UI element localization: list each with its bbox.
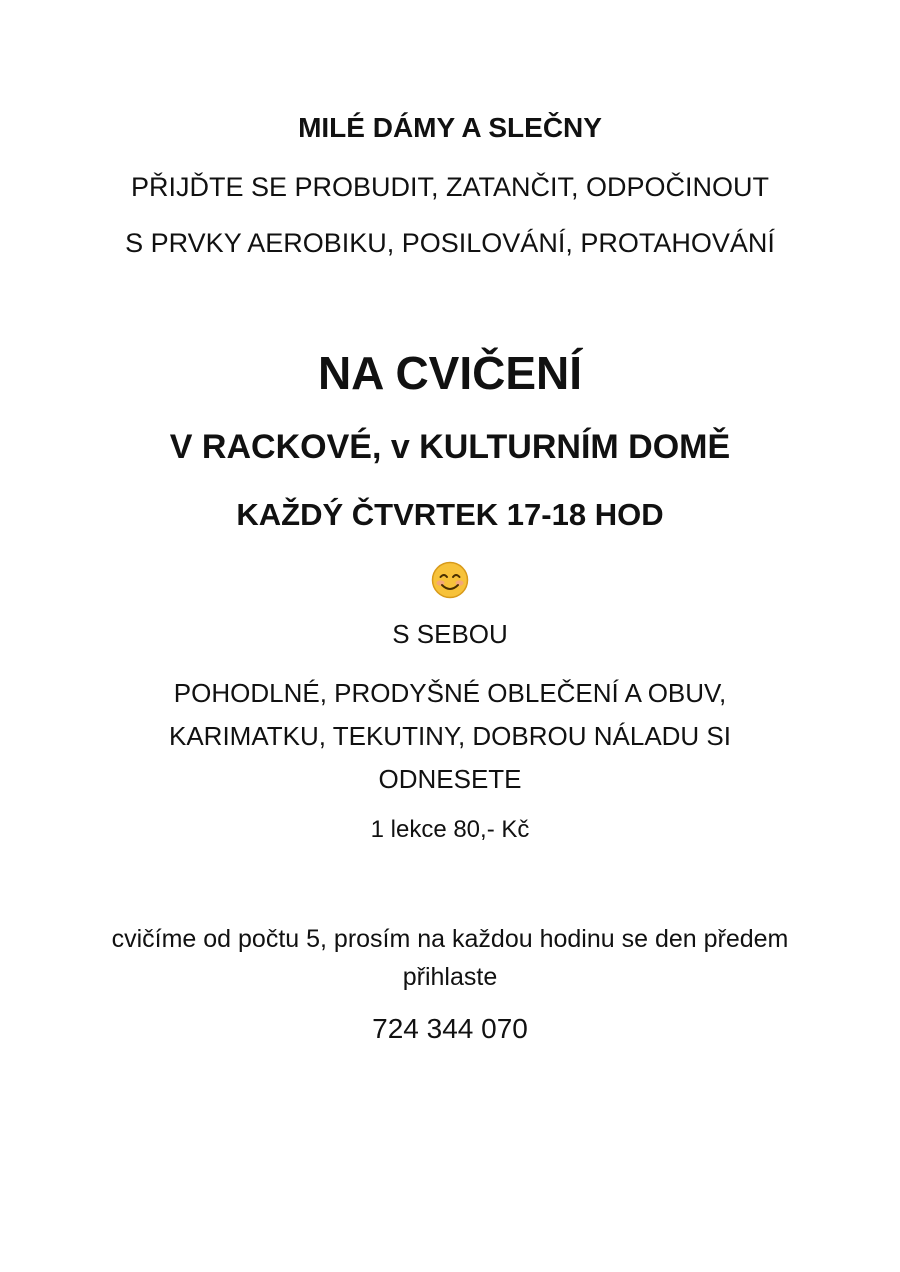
event-title: NA CVIČENÍ xyxy=(317,347,583,399)
event-schedule: KAŽDÝ ČTVRTEK 17-18 HOD xyxy=(236,497,664,532)
phone-number: 724 344 070 xyxy=(372,1013,528,1044)
invite-line-2: S PRVKY AEROBIKU, POSILOVÁNÍ, PROTAHOVÁNÍ xyxy=(125,228,775,258)
bring-title: S SEBOU xyxy=(392,619,508,649)
registration-note: cvičíme od počtu 5, prosím na každou hodinu se den předem přihlaste xyxy=(111,925,789,991)
invite-line-1: PŘIJĎTE SE PROBUDIT, ZATANČIT, ODPOČINOUT xyxy=(130,172,770,202)
event-place: V RACKOVÉ, v KULTURNÍM DOMĚ xyxy=(169,428,731,466)
price: 1 lekce 80,- Kč xyxy=(370,816,530,843)
bring-list: POHODLNÉ, PRODYŠNÉ OBLEČENÍ A OBUV, KARIMATKU, TEKUTINY, DOBROU NÁLADU SI ODNESETE xyxy=(169,678,731,794)
greeting-heading: MILÉ DÁMY A SLEČNY xyxy=(298,112,602,143)
smiling-face-icon xyxy=(431,561,469,599)
